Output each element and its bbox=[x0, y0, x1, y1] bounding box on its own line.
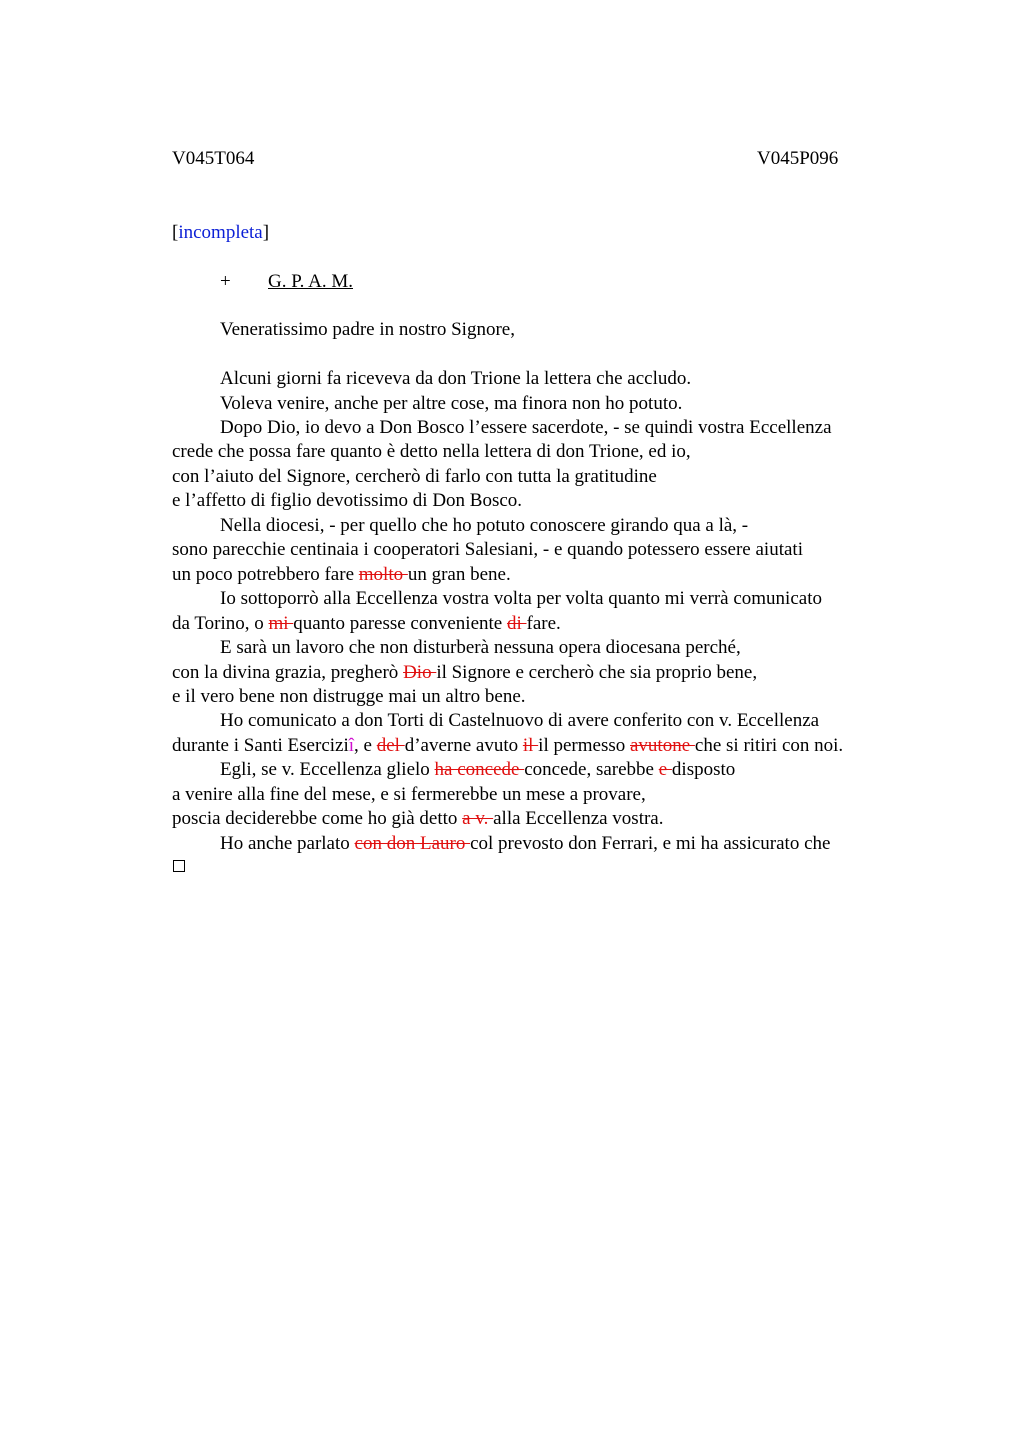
text-line-15: Ho comunicato a don Torti di Castelnuovo di avere conferito con v. Eccellenza bbox=[220, 710, 820, 731]
text-segment: poscia deciderebbe come ho già detto bbox=[172, 808, 463, 829]
text-line-11 bbox=[172, 612, 561, 636]
text-segment: il Signore e cercherò che sia proprio bene, bbox=[436, 662, 758, 683]
text-segment: durante i Santi Esercizi bbox=[172, 735, 349, 756]
text-segment: Egli, se v. Eccellenza glielo bbox=[220, 759, 435, 780]
text-line-14: e il vero bene non distrugge mai un altro bene. bbox=[172, 686, 526, 707]
text-segment: disposto bbox=[671, 759, 736, 780]
text-line-3: Dopo Dio, io devo a Don Bosco l’essere sacerdote, - se quindi vostra Eccellenza bbox=[220, 417, 832, 438]
text-segment: concede, sarebbe bbox=[524, 759, 659, 780]
text-segment: quanto paresse conveniente bbox=[293, 613, 507, 634]
deleted-word: molto bbox=[358, 564, 408, 585]
text-line-13 bbox=[172, 661, 757, 685]
text-segment: con la divina grazia, pregherò bbox=[172, 662, 404, 683]
deleted-word: di bbox=[506, 613, 527, 634]
text-line-10: Io sottoporrò alla Eccellenza vostra volta per volta quanto mi verrà comunicato bbox=[220, 588, 822, 609]
document-code-right: V045P096 bbox=[757, 148, 839, 169]
text-line-16 bbox=[172, 734, 843, 758]
deleted-word: con don Lauro bbox=[354, 833, 471, 854]
document-code-left: V045T064 bbox=[172, 148, 255, 169]
text-segment: , e bbox=[354, 735, 377, 756]
cross-mark: + bbox=[220, 271, 231, 292]
text-segment: il permesso bbox=[538, 735, 630, 756]
note-incompleta: incompleta bbox=[178, 222, 263, 243]
deleted-word: Dio bbox=[403, 662, 437, 683]
text-line-8: sono parecchie centinaia i cooperatori Salesiani, - e quando potessero essere aiutati bbox=[172, 539, 803, 560]
text-line-4: crede che possa fare quanto è detto nella lettera di don Trione, ed io, bbox=[172, 441, 691, 462]
salutation: Veneratissimo padre in nostro Signore, bbox=[220, 319, 515, 340]
text-line-5: con l’aiuto del Signore, cercherò di farlo con tutta la gratitudine bbox=[172, 466, 657, 487]
deleted-word: e bbox=[658, 759, 672, 780]
deleted-word: ha concede bbox=[434, 759, 525, 780]
text-line-7: Nella diocesi, - per quello che ho potuto conoscere girando qua a là, - bbox=[220, 515, 749, 536]
text-segment: che si ritiri con noi. bbox=[694, 735, 844, 756]
text-line-18: a venire alla fine del mese, e si fermerebbe un mese a provare, bbox=[172, 784, 646, 805]
editorial-marker: î bbox=[348, 735, 355, 756]
invocation bbox=[220, 270, 353, 294]
text-line-19 bbox=[172, 807, 664, 831]
deleted-word: a v. bbox=[462, 808, 494, 829]
deleted-word: avutone bbox=[630, 735, 695, 756]
text-line-2: Voleva venire, anche per altre cose, ma finora non ho potuto. bbox=[220, 393, 683, 414]
text-segment: alla Eccellenza vostra. bbox=[493, 808, 664, 829]
text-segment: Ho anche parlato bbox=[220, 833, 355, 854]
text-line-6: e l’affetto di figlio devotissimo di Don Bosco. bbox=[172, 490, 523, 511]
continuation-box-icon bbox=[173, 860, 185, 872]
deleted-word: mi bbox=[268, 613, 294, 634]
text-segment: fare. bbox=[526, 613, 561, 634]
text-segment: un gran bene. bbox=[407, 564, 511, 585]
note-close-bracket: ] bbox=[262, 222, 270, 243]
text-line-17 bbox=[220, 758, 735, 782]
text-line-12: E sarà un lavoro che non disturberà nessuna opera diocesana perché, bbox=[220, 637, 741, 658]
editorial-note bbox=[172, 221, 269, 245]
text-segment: col prevosto don Ferrari, e mi ha assicurato che bbox=[470, 833, 831, 854]
deleted-word: del bbox=[376, 735, 405, 756]
deleted-word: il bbox=[522, 735, 539, 756]
text-line-9 bbox=[172, 563, 511, 587]
note-open-bracket: [ bbox=[172, 222, 179, 243]
text-segment: d’averne avuto bbox=[404, 735, 523, 756]
invocation-text: G. P. A. M. bbox=[268, 271, 353, 292]
text-segment: da Torino, o bbox=[172, 613, 269, 634]
text-segment: un poco potrebbero fare bbox=[172, 564, 359, 585]
text-line-1: Alcuni giorni fa riceveva da don Trione la lettera che accludo. bbox=[220, 368, 692, 389]
text-line-20 bbox=[220, 832, 830, 856]
